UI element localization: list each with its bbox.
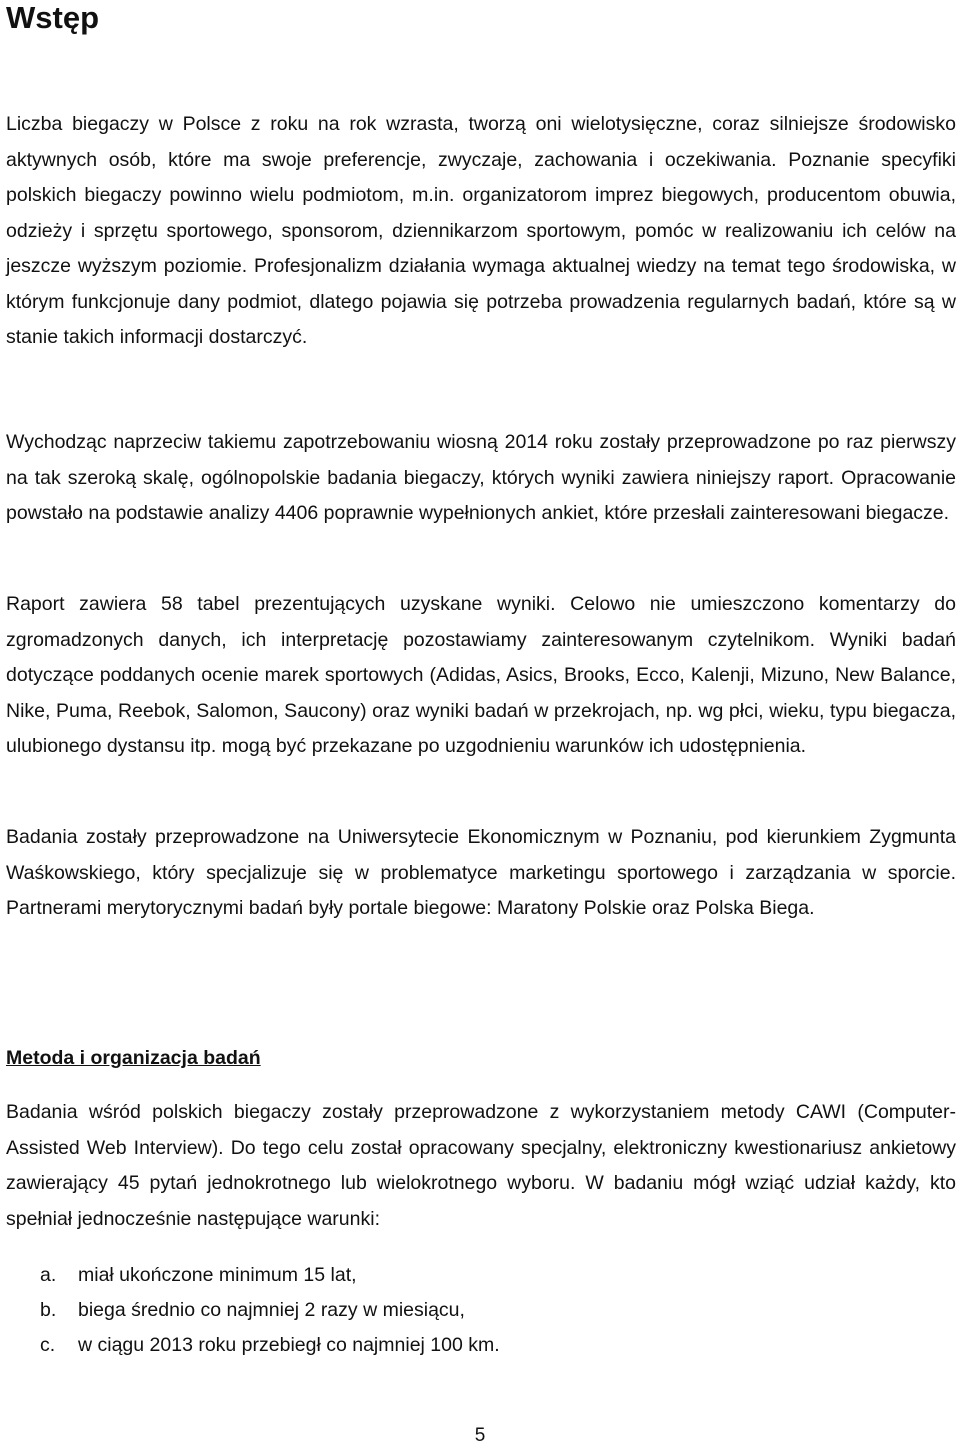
page-number: 5 (474, 1425, 486, 1446)
paragraph-report: Raport zawiera 58 tabel prezentujących uzyskane wyniki. Celowo nie umieszczono komentarzy do zgromadzonych danych, ich interpretację pozostawiamy zainteresowanym czytelnikom. Wyniki badań dotyczące poddanych ocenie marek sportowych (Adidas, Asics, Brooks, Ecco, Kalenji, Mizuno, New Balance, Nike, Puma, Reebok, Salomon, Saucony) oraz wyniki badań w przekrojach, np. wg płci, wieku, typu biegacza, ulubionego dystansu itp. mogą być przekazane po uzgodnieniu warunków ich udostępnienia. (6, 593, 956, 757)
page-title: Wstęp (6, 0, 99, 35)
paragraph-university: Badania zostały przeprowadzone na Uniwersytecie Ekonomicznym w Poznaniu, pod kierunkiem Zygmunta Waśkowskiego, który specjalizuje się w problematyce marketingu sportowego i zarządzania w sporcie. Partnerami merytorycznymi badań były portale biegowe: Maratony Polskie oraz Polska Biega. (6, 826, 956, 919)
paragraph-intro: Liczba biegaczy w Polsce z roku na rok wzrasta, tworzą oni wielotysięczne, coraz silniejsze środowisko aktywnych osób, które ma swoje preferencje, zwyczaje, zachowania i oczekiwania. Poznanie specyfiki polskich biegaczy powinno wielu podmiotom, m.in. organizatorom imprez biegowych, producentom obuwia, odzieży i sprzętu sportowego, sponsorom, dziennikarzom sportowym, pomóc w realizowaniu ich celów na jeszcze wyższym poziomie. Profesjonalizm działania wymaga aktualnej wiedzy na temat tego środowiska, w którym funkcjonuje dany podmiot, dlatego pojawia się potrzeba prowadzenia regularnych badań, które są w stanie takich informacji dostarczyć. (6, 113, 956, 348)
list-item-text: miał ukończone minimum 15 lat, (78, 1264, 357, 1286)
list-item-text: biega średnio co najmniej 2 razy w miesiącu, (78, 1299, 465, 1321)
list-item-label: c. (40, 1334, 56, 1356)
paragraph-survey: Wychodząc naprzeciw takiemu zapotrzebowaniu wiosną 2014 roku zostały przeprowadzone po raz pierwszy na tak szeroką skalę, ogólnopolskie badania biegaczy, których wyniki zawiera niniejszy raport. Opracowanie powstało na podstawie analizy 4406 poprawnie wypełnionych ankiet, które przesłali zainteresowani biegacze. (6, 431, 956, 524)
conditions-list (6, 1258, 500, 1363)
list-item-text: w ciągu 2013 roku przebiegł co najmniej 100 km. (78, 1334, 500, 1356)
list-item-label: a. (40, 1264, 57, 1286)
list-item-label: b. (40, 1299, 57, 1321)
list-item (6, 1293, 500, 1328)
list-item (6, 1328, 500, 1363)
section-heading-method: Metoda i organizacja badań (6, 1047, 261, 1069)
list-item (6, 1258, 500, 1293)
paragraph-method: Badania wśród polskich biegaczy zostały przeprowadzone z wykorzystaniem metody CAWI (Computer-Assisted Web Interview). Do tego celu został opracowany specjalny, elektroniczny kwestionariusz ankietowy zawierający 45 pytań jednokrotnego lub wielokrotnego wyboru. W badaniu mógł wziąć udział każdy, kto spełniał jednocześnie następujące warunki: (6, 1101, 956, 1230)
